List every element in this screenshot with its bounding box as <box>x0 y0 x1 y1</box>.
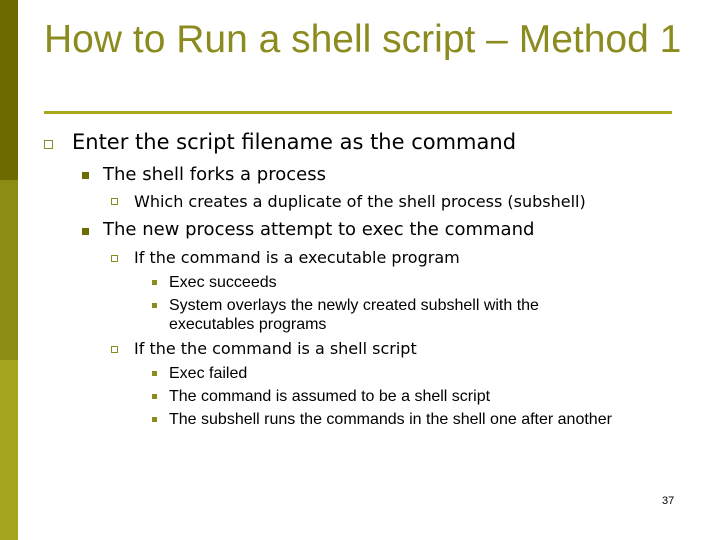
bullet-level3-executable: If the command is a executable program <box>134 248 460 267</box>
small-square-bullet-icon <box>152 394 157 399</box>
bullet-level4-runs: The subshell runs the commands in the shell one after another <box>169 411 612 428</box>
small-square-bullet-icon <box>152 417 157 422</box>
left-decor-bar-middle <box>0 180 18 360</box>
small-square-bullet-icon <box>152 280 157 285</box>
small-square-bullet-icon <box>152 303 157 308</box>
bullet-level3-shellscript: If the the command is a shell script <box>134 339 417 358</box>
filled-square-bullet-icon <box>82 172 89 179</box>
bullet-level4-overlays-line1: System overlays the newly created subshell with the <box>169 297 539 314</box>
hollow-square-bullet-icon <box>111 346 118 353</box>
bullet-level3-duplicate: Which creates a duplicate of the shell process (subshell) <box>134 192 586 211</box>
hollow-square-bullet-icon <box>111 255 118 262</box>
bullet-level4-assumed: The command is assumed to be a shell script <box>169 388 491 405</box>
bullet-level4-exec-succeeds: Exec succeeds <box>169 274 277 291</box>
hollow-square-bullet-icon <box>111 198 118 205</box>
bullet-level4-overlays-line2: executables programs <box>169 316 327 333</box>
bullet-level2-exec: The new process attempt to exec the command <box>103 219 535 240</box>
slide-title: How to Run a shell script – Method 1 <box>44 18 682 61</box>
left-decor-bar-top <box>0 0 18 180</box>
bullet-level1: Enter the script filename as the command <box>72 130 517 154</box>
bullet-level2-forks: The shell forks a process <box>103 164 326 185</box>
bullet-level4-exec-failed: Exec failed <box>169 365 248 382</box>
left-decor-bar-bottom <box>0 360 18 540</box>
page-number: 37 <box>662 495 675 507</box>
filled-square-bullet-icon <box>82 228 89 235</box>
title-divider <box>44 111 672 114</box>
small-square-bullet-icon <box>152 371 157 376</box>
hollow-square-bullet-icon <box>44 140 53 149</box>
